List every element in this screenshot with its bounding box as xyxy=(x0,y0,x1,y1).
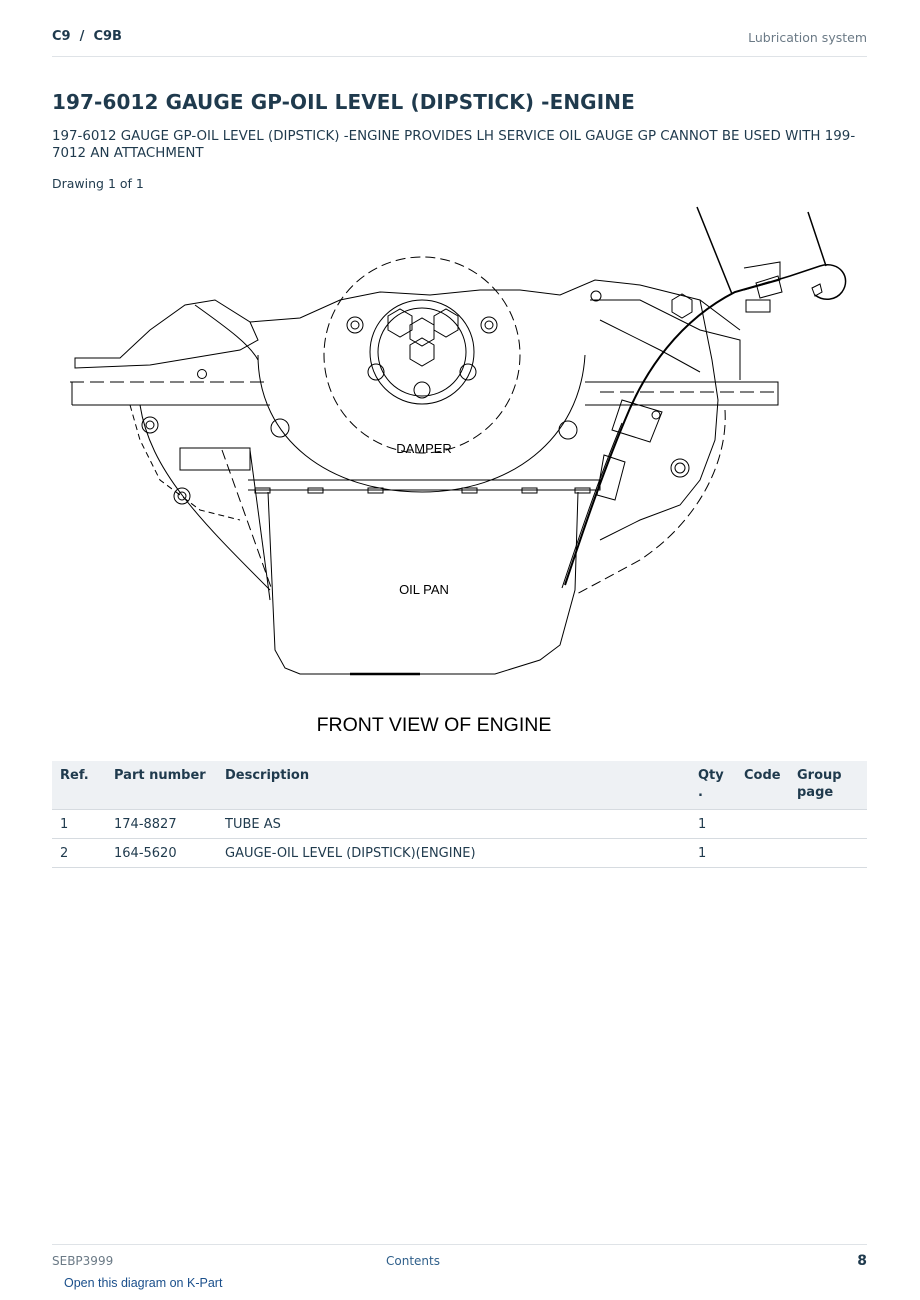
col-group-page: Group page xyxy=(789,761,867,810)
engine-diagram xyxy=(52,200,867,745)
row-ref: 1 xyxy=(52,810,106,839)
page-number: 8 xyxy=(857,1253,867,1269)
row-qty: 1 xyxy=(690,839,736,868)
page-header xyxy=(52,28,867,57)
engine-drawing xyxy=(52,200,867,745)
row-part-number: 164-5620 xyxy=(106,839,217,868)
row-group-page xyxy=(789,810,867,839)
page-title: 197-6012 GAUGE GP-OIL LEVEL (DIPSTICK) -ENGINE xyxy=(52,90,635,114)
row-part-number: 174-8827 xyxy=(106,810,217,839)
col-description: Description xyxy=(217,761,690,810)
model-name: C9 / C9B xyxy=(52,29,122,44)
table-header-row xyxy=(52,761,867,810)
row-code xyxy=(736,810,789,839)
document-id: SEBP3999 xyxy=(52,1254,114,1268)
label-damper: DAMPER xyxy=(396,441,452,456)
col-ref: Ref. xyxy=(52,761,106,810)
row-description: GAUGE-OIL LEVEL (DIPSTICK)(ENGINE) xyxy=(217,839,690,868)
diagram-caption: FRONT VIEW OF ENGINE xyxy=(316,714,552,736)
row-group-page xyxy=(789,839,867,868)
kpart-diagram-link[interactable]: Open this diagram on K-Part xyxy=(64,1276,223,1290)
col-code: Code xyxy=(736,761,789,810)
drawing-count: Drawing 1 of 1 xyxy=(52,176,144,191)
label-oil-pan: OIL PAN xyxy=(399,582,449,597)
row-qty: 1 xyxy=(690,810,736,839)
col-qty: Qty . xyxy=(690,761,736,810)
row-code xyxy=(736,839,789,868)
contents-link[interactable]: Contents xyxy=(386,1254,440,1268)
table-row xyxy=(52,839,867,868)
table-row xyxy=(52,810,867,839)
page-footer xyxy=(52,1244,867,1269)
parts-table xyxy=(52,761,867,868)
row-description: TUBE AS xyxy=(217,810,690,839)
col-part-number: Part number xyxy=(106,761,217,810)
section-name: Lubrication system xyxy=(748,30,867,45)
part-description: 197-6012 GAUGE GP-OIL LEVEL (DIPSTICK) -ENGINE PROVIDES LH SERVICE OIL GAUGE GP CANNOT BE USED WITH 199-7012 AN ATTACHMENT xyxy=(52,129,856,161)
row-ref: 2 xyxy=(52,839,106,868)
